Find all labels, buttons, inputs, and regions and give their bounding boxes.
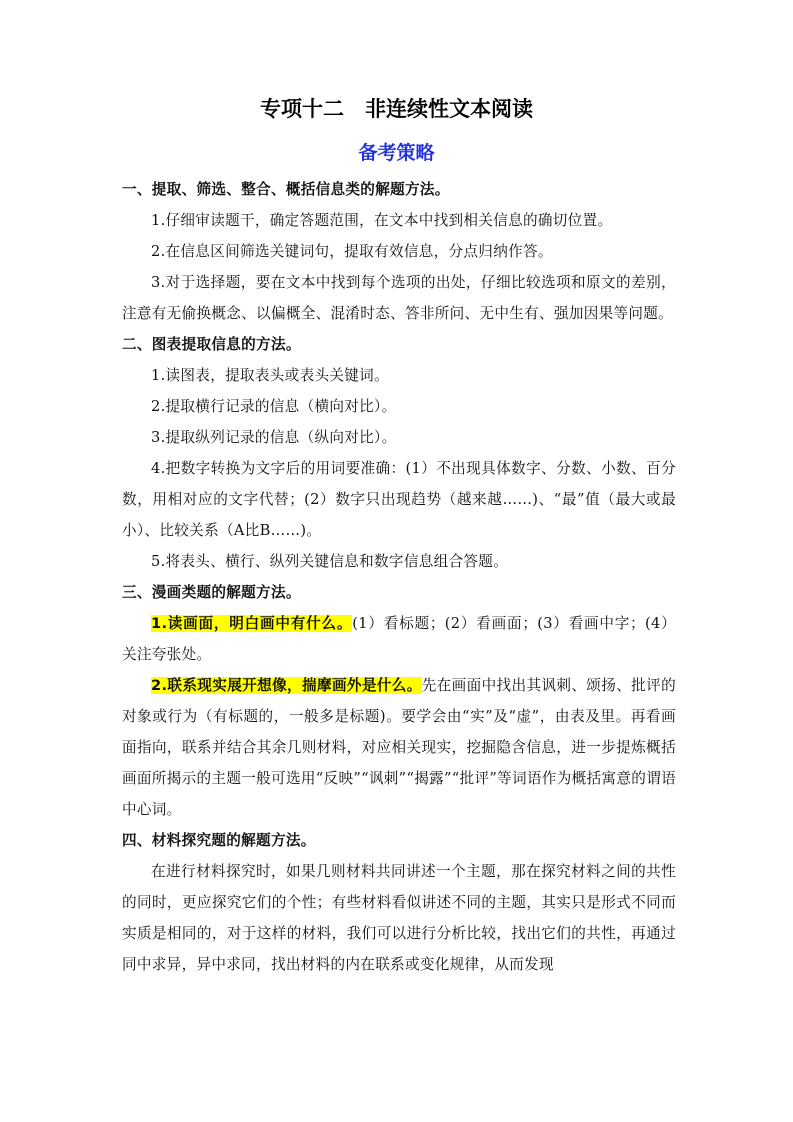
page-title: 专项十二 非连续性文本阅读 xyxy=(260,97,533,121)
page-subtitle: 备考策略 xyxy=(358,142,435,164)
list-item: 4.把数字转换为文字后的用词要准确：(1）不出现具体数字、分数、小数、百分数，用相对应的文字代替；(2）数字只出现趋势（越来越……)、“最”值（最大或最小）、比较关系（A比B……)。 xyxy=(122,460,676,539)
item-text: (1）看标题；(2）看画面；(3）看画中字；(4）关注夸张处。 xyxy=(122,615,676,663)
list-item: 2.提取横行记录的信息（横向对比）。 xyxy=(151,398,397,415)
highlighted-text: 1.读画面，明白画中有什么。 xyxy=(151,615,353,632)
section-heading: 一、提取、筛选、整合、概括信息类的解题方法。 xyxy=(122,181,450,198)
list-item: 1.仔细审读题干，确定答题范围，在文本中找到相关信息的确切位置。 xyxy=(151,212,613,229)
list-item xyxy=(122,608,676,670)
section-heading: 三、漫画类题的解题方法。 xyxy=(122,584,301,601)
item-text: 先在画面中找出其讽刺、颂扬、批评的对象或行为（有标题的，一般多是标题)。要学会由“实”及“虚”，由表及里。再看画面指向，联系并结合其余几则材料，对应相关现实，挖掘隐含信息，进一步提炼概括画面所揭示的主题一般可选用“反映”“讽刺”“揭露”“批评”等词语作为概括寓意的谓语中心词。 xyxy=(122,677,676,818)
section-heading: 四、材料探究题的解题方法。 xyxy=(122,832,316,849)
list-item: 1.读图表，提取表头或表头关键词。 xyxy=(151,367,389,384)
section-heading: 二、图表提取信息的方法。 xyxy=(122,336,301,353)
list-item xyxy=(122,670,676,825)
highlighted-text: 2.联系现实展开想像，揣摩画外是什么。 xyxy=(151,677,422,694)
paragraph: 在进行材料探究时，如果几则材料共同讲述一个主题，那在探究材料之间的共性的同时，更应探究它们的个性；有些材料看似讲述不同的主题，其实只是形式不同而实质是相同的，对于这样的材料，我们可以进行分析比较，找出它们的共性，再通过同中求异，异中求同，找出材料的内在联系或变化规律，从而发现 xyxy=(122,863,676,973)
list-item: 3.对于选择题，要在文本中找到每个选项的出处，仔细比较选项和原文的差别，注意有无偷换概念、以偏概全、混淆时态、答非所问、无中生有、强加因果等问题。 xyxy=(122,274,676,322)
list-item: 3.提取纵列记录的信息（纵向对比）。 xyxy=(151,429,397,446)
document-body xyxy=(122,174,676,980)
list-item: 5.将表头、横行、纵列关键信息和数字信息组合答题。 xyxy=(151,553,509,570)
list-item: 2.在信息区间筛选关键词句，提取有效信息，分点归纳作答。 xyxy=(151,243,553,260)
